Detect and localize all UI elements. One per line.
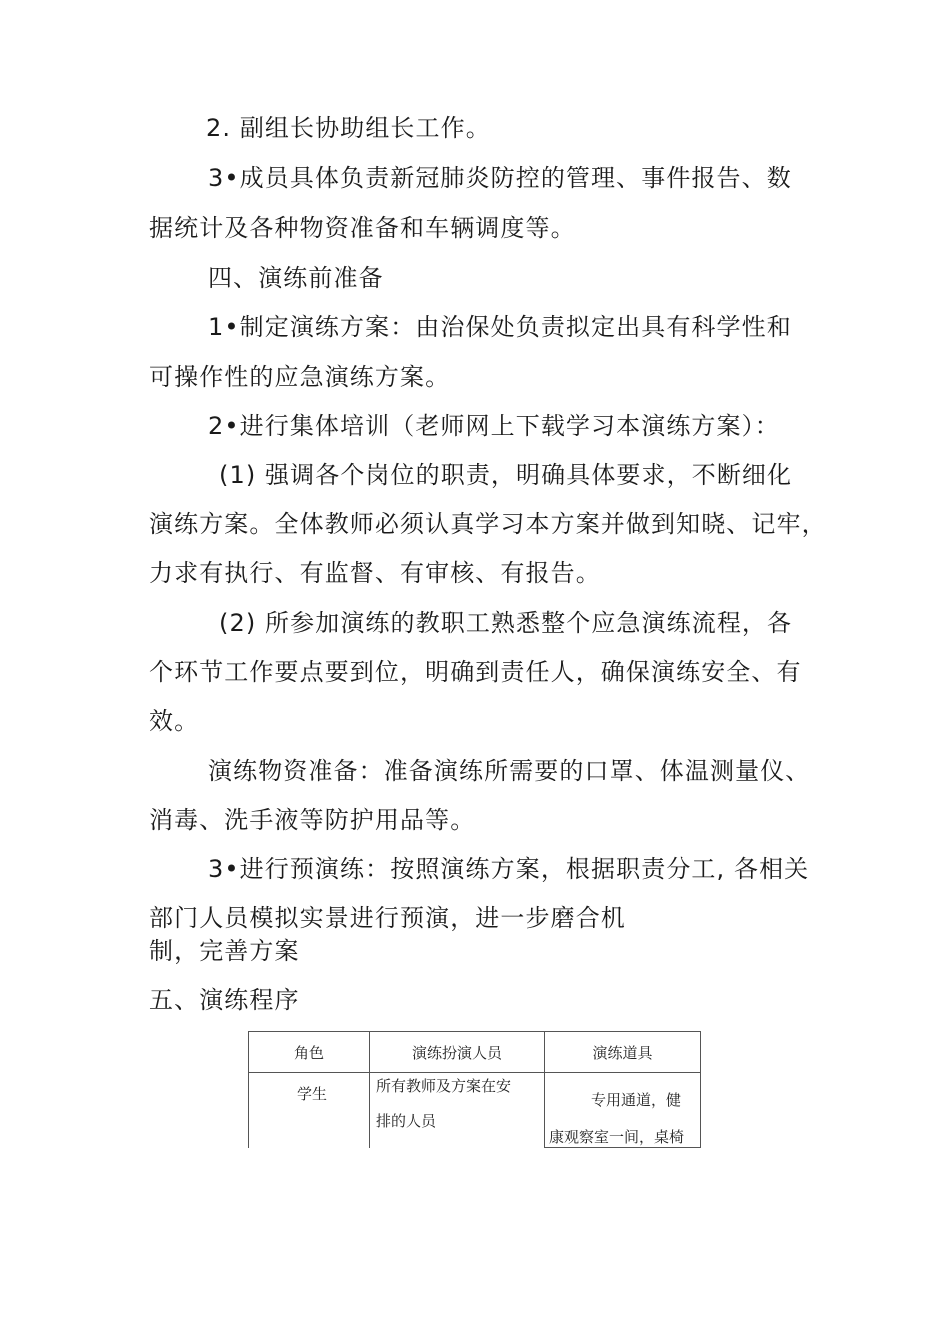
paragraph-line: 力求有执行、有监督、有审核、有报告。 — [149, 559, 601, 587]
drill-roles-table — [248, 1031, 701, 1148]
header-cell-personnel: 演练扮演人员 — [370, 1032, 545, 1073]
table-row — [249, 1073, 701, 1148]
props-text-line: 专用通道，健 — [591, 1091, 682, 1109]
paragraph-line: 演练物资准备：准备演练所需要的口罩、体温测量仪、 — [208, 757, 811, 785]
section-heading: 五、演练程序 — [149, 986, 300, 1014]
paragraph-line: 可操作性的应急演练方案。 — [149, 363, 451, 391]
personnel-text-line: 所有教师及方案在安 — [376, 1077, 512, 1095]
paragraph-line: 2. 副组长协助组长工作。 — [206, 114, 491, 142]
paragraph-line: 效。 — [149, 707, 200, 735]
section-heading: 四、演练前准备 — [208, 264, 384, 292]
paragraph-line: 据统计及各种物资准备和车辆调度等。 — [149, 214, 576, 242]
header-cell-role: 角色 — [249, 1032, 370, 1073]
paragraph-line: (1) 强调各个岗位的职责，明确具体要求，不断细化 — [219, 461, 793, 489]
table-header-row — [249, 1032, 701, 1073]
paragraph-line: 消毒、洗手液等防护用品等。 — [149, 806, 476, 834]
paragraph-line: 制，完善方案 — [149, 937, 300, 965]
cell-role — [249, 1073, 370, 1148]
paragraph-line: 2•进行集体培训（老师网上下载学习本演练方案）： — [208, 412, 780, 440]
paragraph-line: 1•制定演练方案：由治保处负责拟定出具有科学性和 — [208, 313, 792, 341]
header-cell-props: 演练道具 — [545, 1032, 701, 1073]
paragraph-line: (2) 所参加演练的教职工熟悉整个应急演练流程，各 — [219, 609, 793, 637]
personnel-text-line: 排的人员 — [376, 1112, 437, 1130]
cell-props — [545, 1073, 701, 1148]
paragraph-line: 3•成员具体负责新冠肺炎防控的管理、事件报告、数 — [208, 164, 792, 192]
paragraph-line: 3•进行预演练：按照演练方案，根据职责分工, 各相关 — [208, 855, 810, 883]
role-text: 学生 — [297, 1085, 328, 1103]
cell-personnel — [370, 1073, 545, 1148]
paragraph-line: 部门人员模拟实景进行预演，进一步磨合机 — [149, 904, 626, 932]
props-text-line: 康观察室一间，桌椅 — [549, 1128, 685, 1146]
paragraph-line: 个环节工作要点要到位，明确到责任人，确保演练安全、有 — [149, 658, 802, 686]
paragraph-line: 演练方案。全体教师必须认真学习本方案并做到知晓、记牢， — [149, 510, 827, 538]
